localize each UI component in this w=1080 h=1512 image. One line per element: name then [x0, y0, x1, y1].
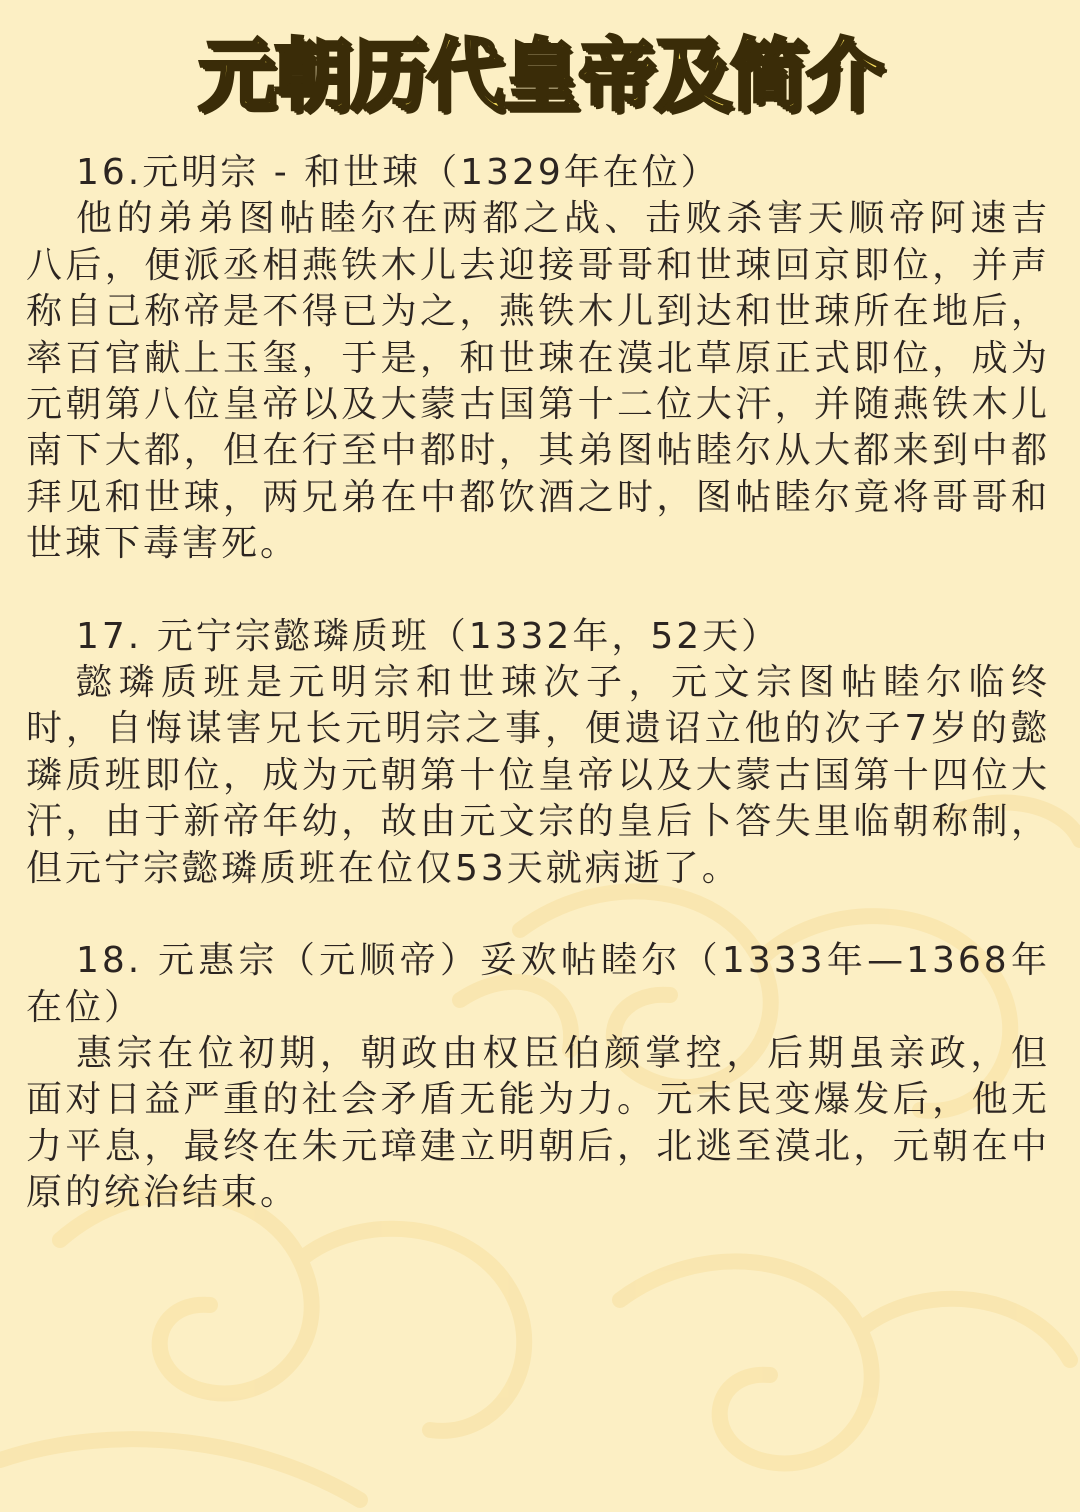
section-body: 惠宗在位初期，朝政由权臣伯颜掌控，后期虽亲政，但面对日益严重的社会矛盾无能为力。元末民变爆发后，他无力平息，最终在朱元璋建立明朝后，北逃至漠北，元朝在中原的统治结束。 — [26, 1032, 1050, 1214]
section-body: 他的弟弟图帖睦尔在两都之战、击败杀害天顺帝阿速吉八后，便派丞相燕铁木儿去迎接哥哥和世㻋回京即位，并声称自己称帝是不得已为之，燕铁木儿到达和世㻋所在地后，率百官献上玉玺，于是，和世㻋在漠北草原正式即位，成为元朝第八位皇帝以及大蒙古国第十二位大汗，并随燕铁木儿南下大都，但在行至中都时，其弟图帖睦尔从大都来到中都拜见和世㻋，两兄弟在中都饮酒之时，图帖睦尔竟将哥哥和世㻋下毒害死。 — [26, 198, 1050, 565]
emperor-section-16 — [26, 150, 1050, 568]
emperor-section-18 — [26, 938, 1050, 1216]
section-heading: 16.元明宗 - 和世㻋（1329年在位） — [76, 152, 720, 193]
section-heading: 18. 元惠宗（元顺帝）妥欢帖睦尔（1333年—1368年在位） — [26, 940, 1050, 1028]
page-title: 元朝历代皇帝及简介 — [197, 31, 882, 121]
emperor-section-17 — [26, 614, 1050, 892]
section-body: 懿璘质班是元明宗和世㻋次子，元文宗图帖睦尔临终时，自悔谋害兄长元明宗之事，便遗诏立他的次子7岁的懿璘质班即位，成为元朝第十位皇帝以及大蒙古国第十四位大汗，由于新帝年幼，故由元文宗的皇后卜答失里临朝称制，但元宁宗懿璘质班在位仅53天就病逝了。 — [26, 662, 1050, 889]
section-heading: 17. 元宁宗懿璘质班（1332年，52天） — [76, 615, 781, 657]
content-area — [26, 150, 1050, 1263]
